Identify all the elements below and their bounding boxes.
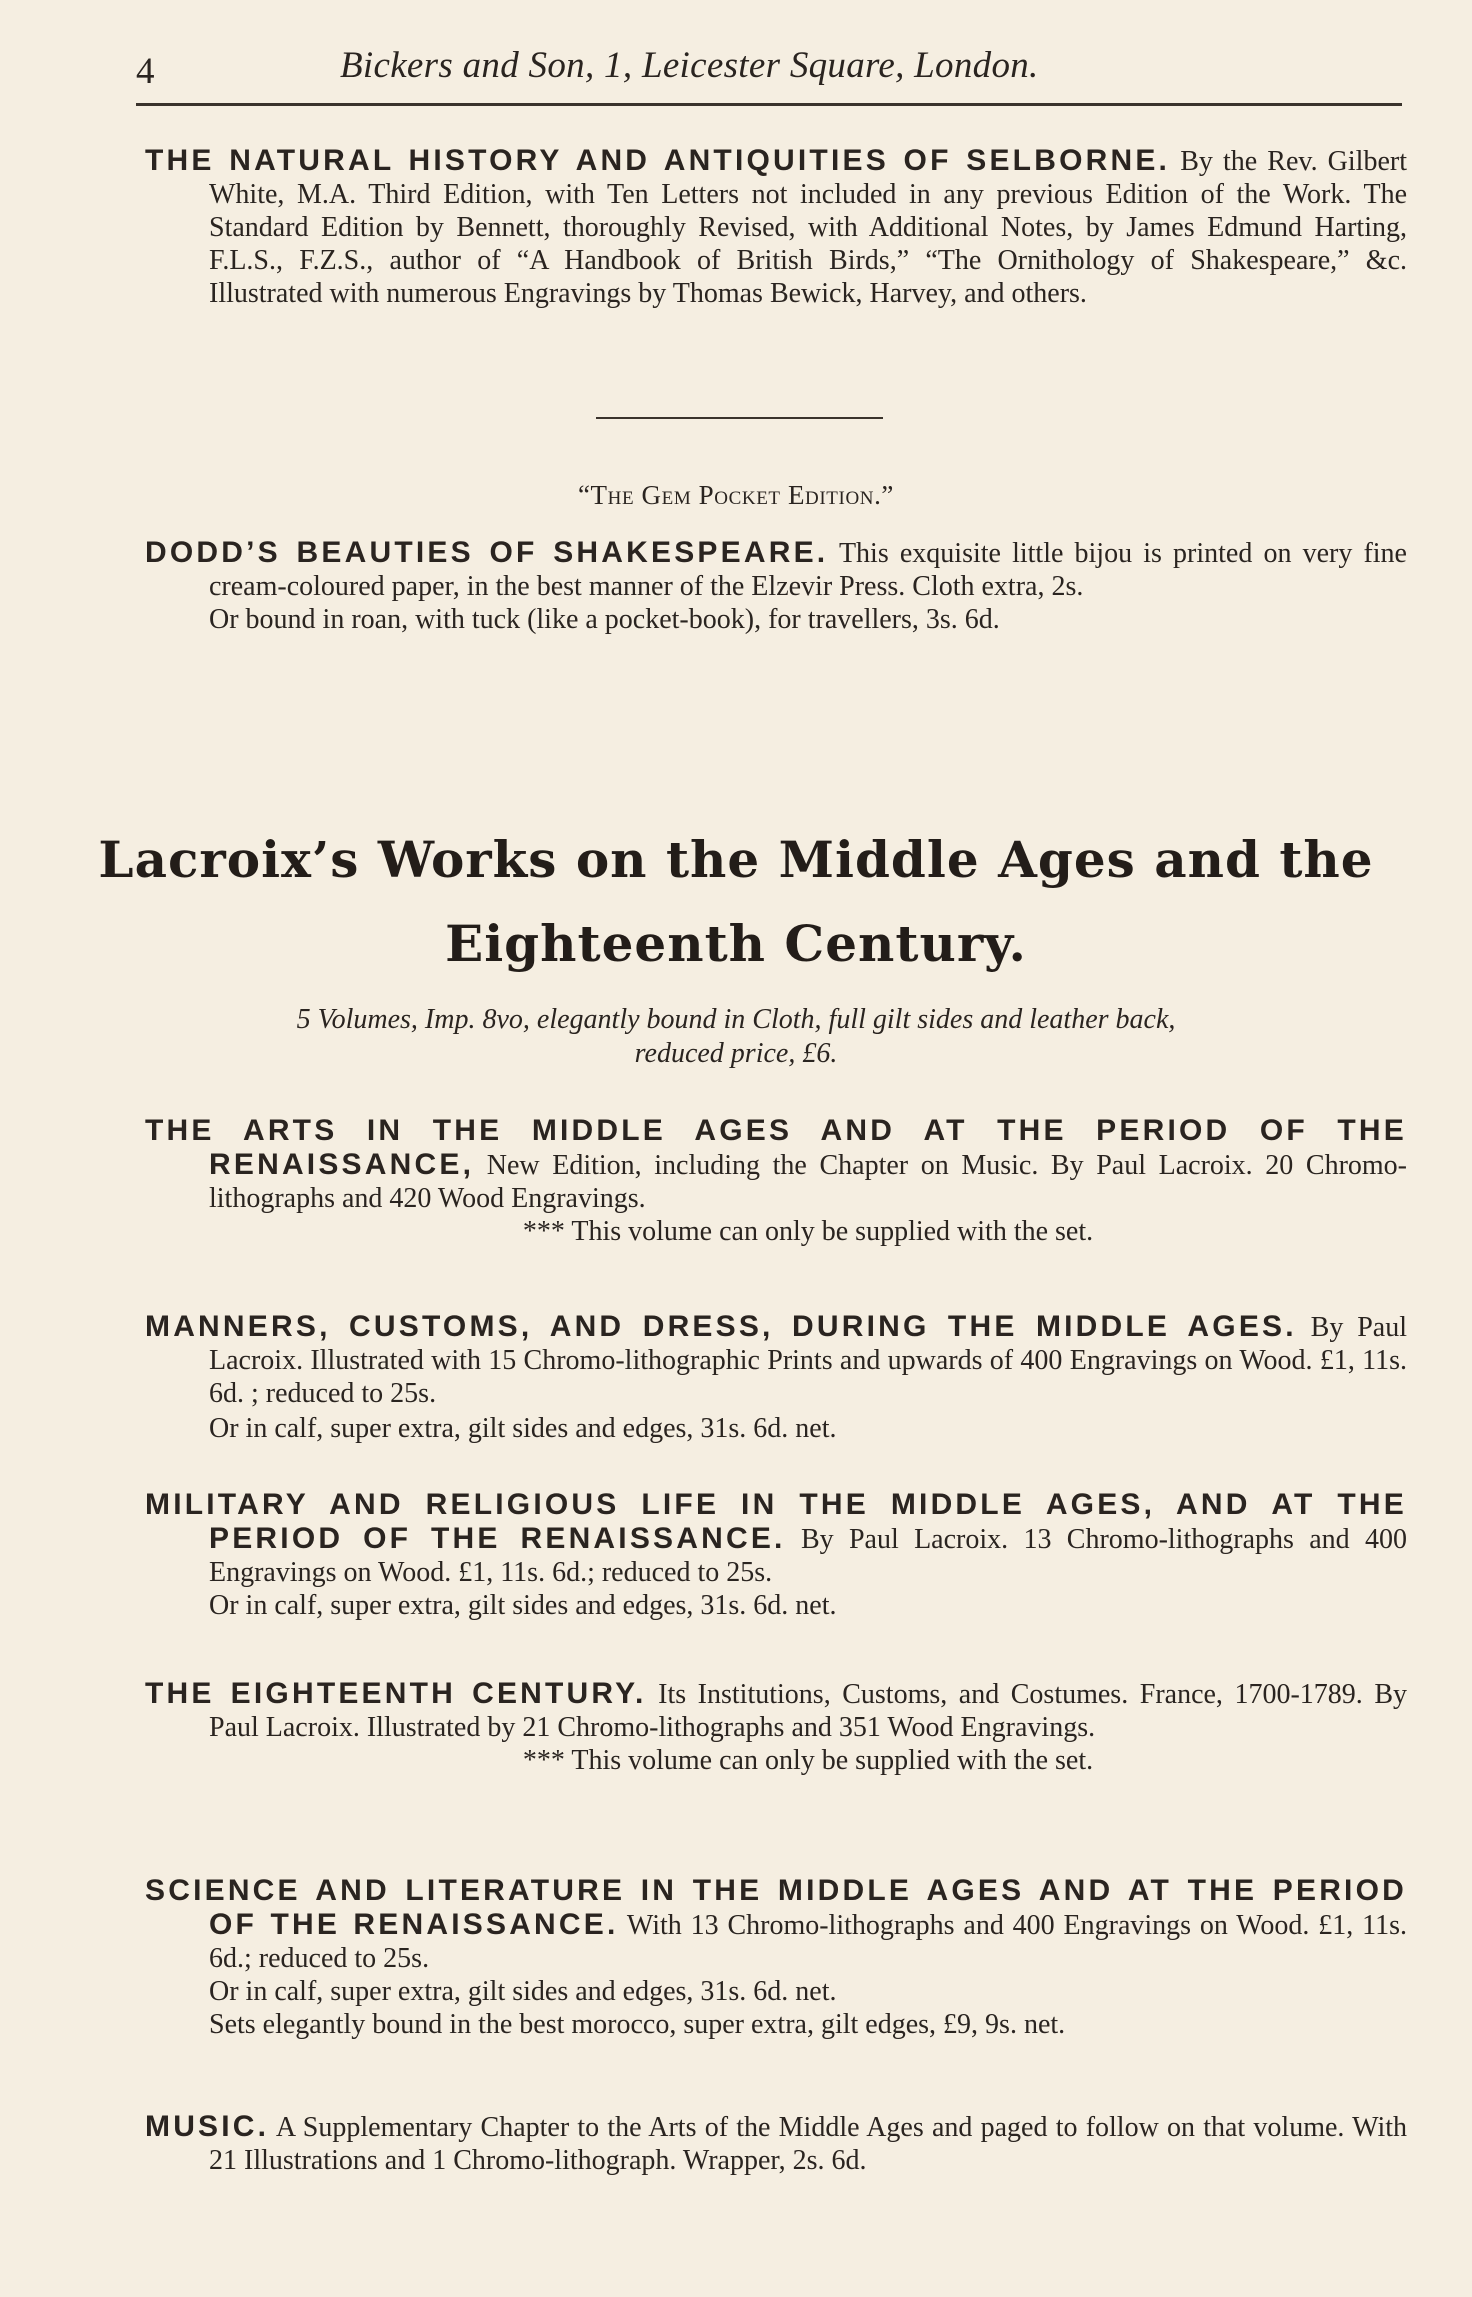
entry-paragraph xyxy=(145,144,1407,310)
lacroix-section-heading xyxy=(0,818,1472,986)
entry-note: *** This volume can only be supplied with the set. xyxy=(522,1216,1094,1247)
entry-note: Or in calf, super extra, gilt sides and edges, 31s. 6d. net. xyxy=(209,1413,837,1444)
entry-manners xyxy=(145,1310,1407,1445)
entry-text: By the Rev. Gilbert White, M.A. Third Edition, with Ten Letters not included in any previous Edition of the Work. The Standard Edition by Bennett, thoroughly Revised, with Additional Notes, by James Edmund Harting, F.L.S., F.Z.S., author of “A Handbook of British Birds,” “The Ornithology of Shakespeare,” &c. Illustrated with numerous Engravings by Thomas Bewick, Harvey, and others. xyxy=(209,146,1407,309)
running-head: Bickers and Son, 1, Leicester Square, London. xyxy=(340,45,1039,86)
entry-note: Or bound in roan, with tuck (like a pocket-book), for travellers, 3s. 6d. xyxy=(209,604,1000,635)
entry-text: A Supplementary Chapter to the Arts of the Middle Ages and paged to follow on that volume. With 21 Illustrations and 1 Chromo-lithograph. Wrapper, 2s. 6d. xyxy=(209,2112,1407,2176)
entry-note: *** This volume can only be supplied with the set. xyxy=(522,1745,1094,1776)
page-header xyxy=(0,44,1472,104)
entry-note: Or in calf, super extra, gilt sides and edges, 31s. 6d. net. xyxy=(209,1590,837,1621)
entry-paragraph xyxy=(145,1114,1407,1215)
page-number: 4 xyxy=(136,51,155,92)
entry-title: DODD’S BEAUTIES OF SHAKESPEARE. xyxy=(145,536,829,569)
entry-text: This exquisite little bijou is printed on very fine cream-coloured paper, in the best manner of the Elzevir Press. Cloth extra, 2s. xyxy=(209,538,1407,602)
entry-text: By Paul Lacroix. 13 Chromo-lithographs and 400 Engravings on Wood. £1, 11s. 6d.; reduced to 25s. xyxy=(209,1524,1407,1588)
gem-edition-heading: “The Gem Pocket Edition.” xyxy=(577,480,895,510)
entry-title: THE NATURAL HISTORY AND ANTIQUITIES OF SELBORNE. xyxy=(145,144,1171,177)
entry-title: THE ARTS IN THE MIDDLE AGES AND AT THE PERIOD OF THE RENAISSANCE, xyxy=(145,1114,1407,1181)
volumes-line2: reduced price, £6. xyxy=(634,1038,838,1069)
entry-paragraph xyxy=(145,1874,1407,1975)
lacroix-heading-line2: Eighteenth Century. xyxy=(445,914,1027,973)
entry-text: New Edition, including the Chapter on Music. By Paul Lacroix. 20 Chromo-lithographs and 420 Wood Engravings. xyxy=(209,1150,1408,1214)
entry-title: THE EIGHTEENTH CENTURY. xyxy=(145,1677,647,1710)
entry-text: With 13 Chromo-lithographs and 400 Engravings on Wood. £1, 11s. 6d.; reduced to 25s. xyxy=(209,1910,1407,1974)
entry-paragraph xyxy=(145,2110,1407,2177)
entry-title: SCIENCE AND LITERATURE IN THE MIDDLE AGES AND AT THE PERIOD OF THE RENAISSANCE. xyxy=(145,1874,1407,1941)
section-divider xyxy=(596,417,883,419)
entry-title: MUSIC. xyxy=(145,2110,270,2143)
entry-title: MANNERS, CUSTOMS, AND DRESS, DURING THE MIDDLE AGES. xyxy=(145,1310,1297,1343)
header-rule xyxy=(136,103,1402,106)
entry-paragraph xyxy=(145,1310,1407,1410)
entry-paragraph xyxy=(145,1677,1407,1744)
entry-note: Or in calf, super extra, gilt sides and edges, 31s. 6d. net. xyxy=(209,1976,837,2007)
entry-music xyxy=(145,2110,1407,2177)
entry-selborne xyxy=(145,144,1407,310)
entry-dodd xyxy=(145,536,1407,636)
entry-eighteenth-century xyxy=(145,1677,1407,1777)
entry-text: Its Institutions, Customs, and Costumes. France, 1700-1789. By Paul Lacroix. Illustrated by 21 Chromo-lithographs and 351 Wood Engravings. xyxy=(209,1679,1407,1743)
volumes-line1: 5 Volumes, Imp. 8vo, elegantly bound in Cloth, full gilt sides and leather back, xyxy=(296,1004,1176,1035)
entry-military xyxy=(145,1488,1407,1622)
entry-paragraph xyxy=(145,1488,1407,1589)
lacroix-volumes-note xyxy=(0,1003,1472,1071)
entry-note: Sets elegantly bound in the best morocco, super extra, gilt edges, £9, 9s. net. xyxy=(209,2009,1066,2040)
entry-title: MILITARY AND RELIGIOUS LIFE IN THE MIDDLE AGES, AND AT THE PERIOD OF THE RENAISSANCE. xyxy=(145,1488,1407,1555)
entry-science xyxy=(145,1874,1407,2041)
entry-paragraph xyxy=(145,536,1407,603)
entry-text: By Paul Lacroix. Illustrated with 15 Chromo-lithographic Prints and upwards of 400 Engravings on Wood. £1, 11s. 6d. ; reduced to 25s. xyxy=(209,1312,1407,1409)
entry-arts xyxy=(145,1114,1407,1248)
lacroix-heading-line1: Lacroix’s Works on the Middle Ages and the xyxy=(98,830,1374,889)
